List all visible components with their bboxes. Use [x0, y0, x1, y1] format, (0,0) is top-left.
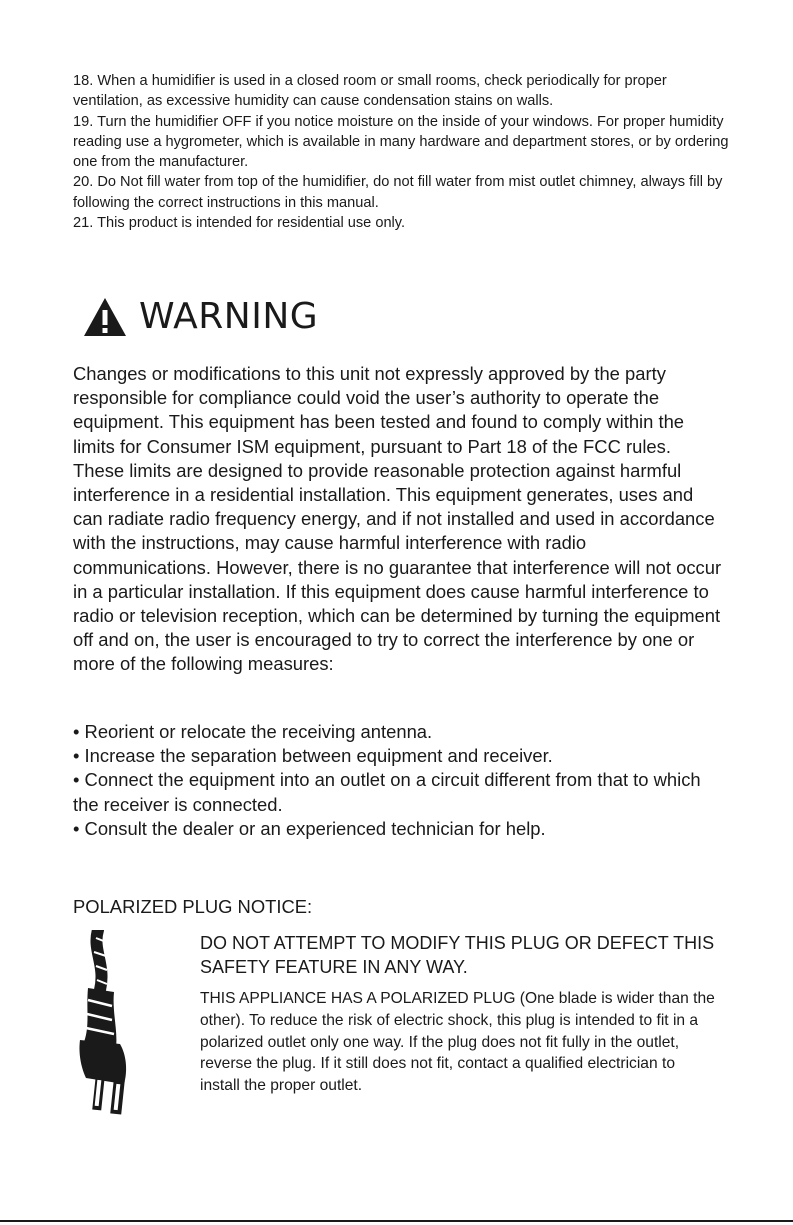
plug-body-text: THIS APPLIANCE HAS A POLARIZED PLUG (One blade is wider than the other). To reduce the risk of electric shock, this plug is intended to fit in a polarized outlet only one way. If the plug does not fit fully in the outlet, reverse the plug. If it still does not fit, contact a qualified electrician to install the proper outlet. — [200, 990, 715, 1095]
list-item: • Reorient or relocate the receiving antenna. — [73, 721, 433, 742]
list-item: • Connect the equipment into an outlet on a circuit different from that to which the receiver is connected. — [73, 769, 701, 815]
instruction-item-21: 21. This product is intended for residential use only. — [73, 215, 406, 232]
warning-title: WARNING — [139, 296, 319, 337]
polarized-plug-icon — [76, 930, 142, 1121]
list-item: • Increase the separation between equipment and receiver. — [73, 745, 553, 767]
instruction-item-19: 19. Turn the humidifier OFF if you notice moisture on the inside of your windows. For proper humidity reading use a hygrometer, which is available in many hardware and department stores, or by ordering one from the manufacturer. — [73, 113, 729, 171]
instruction-item-18: 18. When a humidifier is used in a closed room or small rooms, check periodically for proper ventilation, as excessive humidity can cause condensation stains on walls. — [73, 73, 667, 110]
plug-caps-notice: DO NOT ATTEMPT TO MODIFY THIS PLUG OR DEFECT THIS SAFETY FEATURE IN ANY WAY. — [200, 933, 715, 977]
numbered-instructions — [73, 71, 733, 233]
warning-heading — [83, 292, 318, 342]
warning-triangle-icon — [83, 297, 127, 337]
warning-paragraph: Changes or modifications to this unit not expressly approved by the party responsible for compliance could void the user’s authority to operate the equipment. This equipment has been tested and found to comply within the limits for Consumer ISM equipment, pursuant to Part 18 of the FCC rules. These limits are designed to provide reasonable protection against harmful interference in a residential installation. This equipment generates, uses and can radiate radio frequency energy, and if not installed and used in accordance with the instructions, may cause harmful interference with radio communications. However, there is no guarantee that interference will not occur in a particular installation. If this equipment does cause harmful interference to radio or television reception, which can be determined by turning the equipment off and on, the user is encouraged to try to correct the interference by one or more of the following measures: — [73, 363, 722, 675]
list-item: • Consult the dealer or an experienced technician for help. — [73, 817, 546, 839]
page-bottom-rule — [0, 1220, 793, 1222]
instruction-item-20: 20. Do Not fill water from top of the humidifier, do not fill water from mist outlet chimney, always fill by following the correct instructions in this manual. — [73, 174, 723, 211]
polarized-plug-heading: POLARIZED PLUG NOTICE: — [73, 896, 313, 917]
interference-measures-list — [73, 720, 723, 841]
